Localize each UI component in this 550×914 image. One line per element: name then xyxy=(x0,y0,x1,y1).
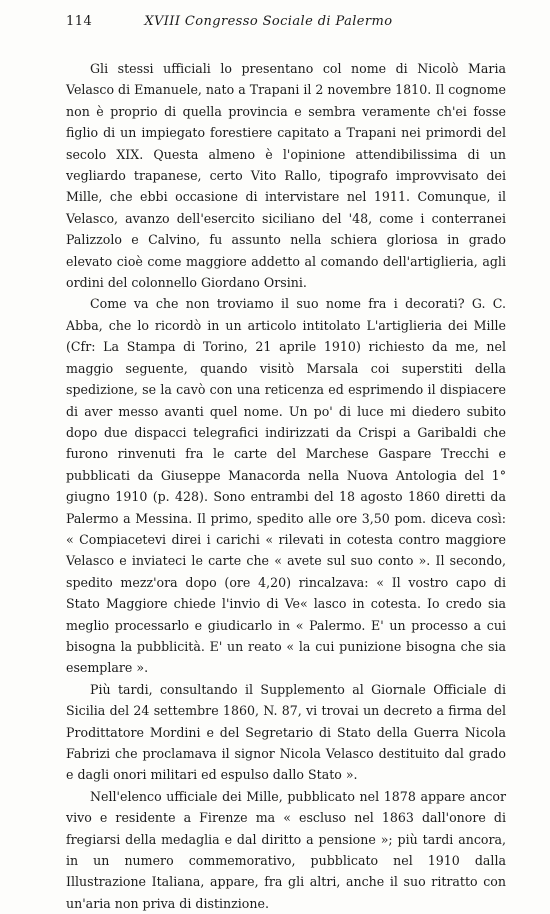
paragraph-2: Come va che non troviamo il suo nome fra i decorati? G. C. Abba, che lo ricordò in un articolo intitolato L'artiglieria dei Mille (Cfr: La Stampa di Torino, 21 aprile 1910) richiesto da me, nel maggio seguente, quando visitò Marsala coi superstiti della spedizione, se la cavò con una reticenza ed esprimendo il dispiacere di aver messo avanti quel nome. Un po' di luce mi diedero subito dopo due dispacci telegrafici indirizzati da Crispi a Garibaldi che furono rinvenuti fra le carte del Marchese Gaspare Trecchi e pubblicati da Giuseppe Manacorda nella Nuova Antologia del 1° giugno 1910 (p. 428). Sono entrambi del 18 agosto 1860 diretti da Palermo a Messina. Il primo, spedito alle ore 3,50 pom. diceva così: « Compiacetevi direi i carichi « rilevati in cotesta contro maggiore Velasco e inviateci le carte che « avete sul suo conto ». Il secondo, spedito mezz'ora dopo (ore 4,20) rincalzava: « Il vostro capo di Stato Maggiore chiede l'invio di Ve« lasco in cotesta. Io credo sia meglio processarlo e giudicarlo in « Palermo. E' un processo a cui bisogna la pubblicità. E' un reato « la cui punizione bisogna che sia esemplare ». xyxy=(66,296,506,676)
running-head xyxy=(66,14,506,34)
paragraph-4: Nell'elenco ufficiale dei Mille, pubblicato nel 1878 appare ancor vivo e residente a Firenze ma « escluso nel 1863 dall'onore di fregiarsi della medaglia e dal diritto a pensione »; più tardi ancora, in un numero commemorativo, pubblicato nel 1910 dalla Illustrazione Italiana, appare, fra gli altri, anche il suo ritratto con un'aria non priva di distinzione. xyxy=(66,788,506,911)
paragraph-3: Più tardi, consultando il Supplemento al Giornale Officiale di Sicilia del 24 settembre 1860, N. 87, vi trovai un decreto a firma del Prodittatore Mordini e del Segretario di Stato della Guerra Nicola Fabrizi che proclamava il signor Nicola Velasco destituito dal grado e dagli onori militari ed espulso dallo Stato ». xyxy=(66,681,506,783)
running-title: XVIII Congresso Sociale di Palermo xyxy=(144,14,393,29)
body-text xyxy=(66,58,506,914)
page-number: 114 xyxy=(66,14,93,29)
paragraph-1: Gli stessi ufficiali lo presentano col nome di Nicolò Maria Velasco di Emanuele, nato a Trapani il 2 novembre 1810. Il cognome non è proprio di quella provincia e sembra veramente ch'ei fosse figlio di un impiegato forestiere capitato a Trapani nei primordi del secolo XIX. Questa almeno è l'opinione attendibilissima di un vegliardo trapanese, certo Vito Rallo, tipografo improvvisato dei Mille, che ebbi occasione di intervistare nel 1911. Comunque, il Velasco, avanzo dell'esercito siciliano del '48, come i conterranei Palizzolo e Calvino, fu assunto nella schiera gloriosa in grado elevato cioè come maggiore addetto al comando dell'artiglieria, agli ordini del colonnello Giordano Orsini. xyxy=(66,61,507,291)
